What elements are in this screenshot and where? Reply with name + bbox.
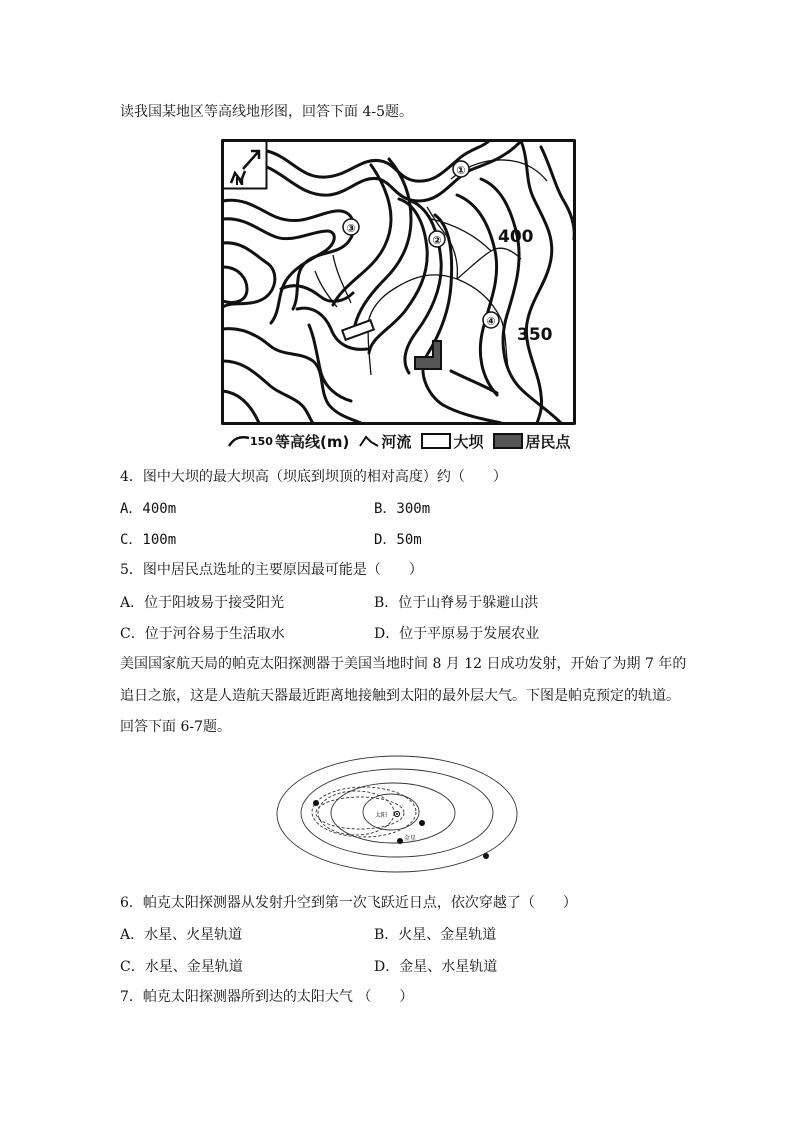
q4-stem: 4．图中大坝的最大坝高（坝底到坝顶的相对高度）约（ ） [120,469,507,485]
q5-option-c: C．位于河谷易于生活取水 [120,626,285,642]
probe-orbit-3 [312,787,416,837]
contour-lines [223,141,574,423]
q6-option-d: D．金星、水星轨道 [374,959,498,975]
passage-line-1: 美国国家航天局的帕克太阳探测器于美国当地时间 8 月 12 日成功发射，开始了为期 7 年的 [120,656,687,672]
legend-contour-label: 等高线(m) [274,432,350,451]
passage-line-2: 追日之旅，这是人造航天器最近距离地接触到太阳的最外层大气。下图是帕克预定的轨道。 [120,688,680,704]
q7-stem: 7．帕克太阳探测器所到达的太阳大气 （ ） [120,989,414,1005]
contour-map [221,139,576,425]
map-legend [228,430,580,452]
legend-settlement [493,431,570,452]
venus [397,838,403,844]
label-1: ① [456,164,466,177]
q5-option-b: B．位于山脊易于躲避山洪 [374,595,539,611]
orbit-2 [331,783,455,843]
contour-label-350: 350 [517,325,553,345]
settlement-legend-icon [493,433,523,449]
north-label: N [235,175,245,188]
q6-option-a: A．水星、火星轨道 [120,927,243,943]
legend-dam [421,431,483,452]
contour-label-400: 400 [498,227,534,247]
planet-a [419,820,425,826]
probe-start [313,800,319,806]
north-arrow-box [223,141,267,189]
q4-option-d: D．50m [374,532,422,548]
planet-outer [483,853,489,859]
venus-label: 金星 [404,835,417,842]
q4-option-b: B．300m [374,501,431,517]
legend-contour [228,431,349,452]
legend-contour-value: 150 [250,434,273,448]
legend-settlement-label: 居民点 [525,432,571,451]
legend-river [359,431,411,452]
probe-orbit-1 [316,797,404,829]
q5-option-a: A．位于阳坡易于接受阳光 [120,595,285,611]
dam [342,320,374,340]
legend-river-label: 河流 [381,432,412,451]
label-4: ④ [486,315,496,328]
q6-option-c: C．水星、金星轨道 [120,959,243,975]
q5-option-d: D．位于平原易于发展农业 [374,626,540,642]
intro-text: 读我国某地区等高线地形图，回答下面 4-5题。 [120,104,413,120]
q6-stem: 6．帕克太阳探测器从发射升空到第一次飞跃近日点，依次穿越了（ ） [120,895,577,911]
sun-core [396,813,398,815]
contour-legend-icon [228,434,250,448]
q4-option-c: C．100m [120,532,177,548]
river [315,160,547,375]
orbit-diagram [276,752,521,877]
label-3: ③ [346,222,356,235]
river-legend-icon [359,434,379,448]
q6-option-b: B．火星、金星轨道 [374,927,497,943]
passage-line-3: 回答下面 6-7题。 [120,719,231,735]
sun-label: 太阳 [375,812,388,819]
q5-stem: 5．图中居民点选址的主要原因最可能是（ ） [120,562,423,578]
dam-legend-icon [421,433,451,449]
label-2: ② [432,234,442,247]
orbit-1 [363,794,419,830]
q4-option-a: A．400m [120,501,177,517]
legend-dam-label: 大坝 [453,432,484,451]
